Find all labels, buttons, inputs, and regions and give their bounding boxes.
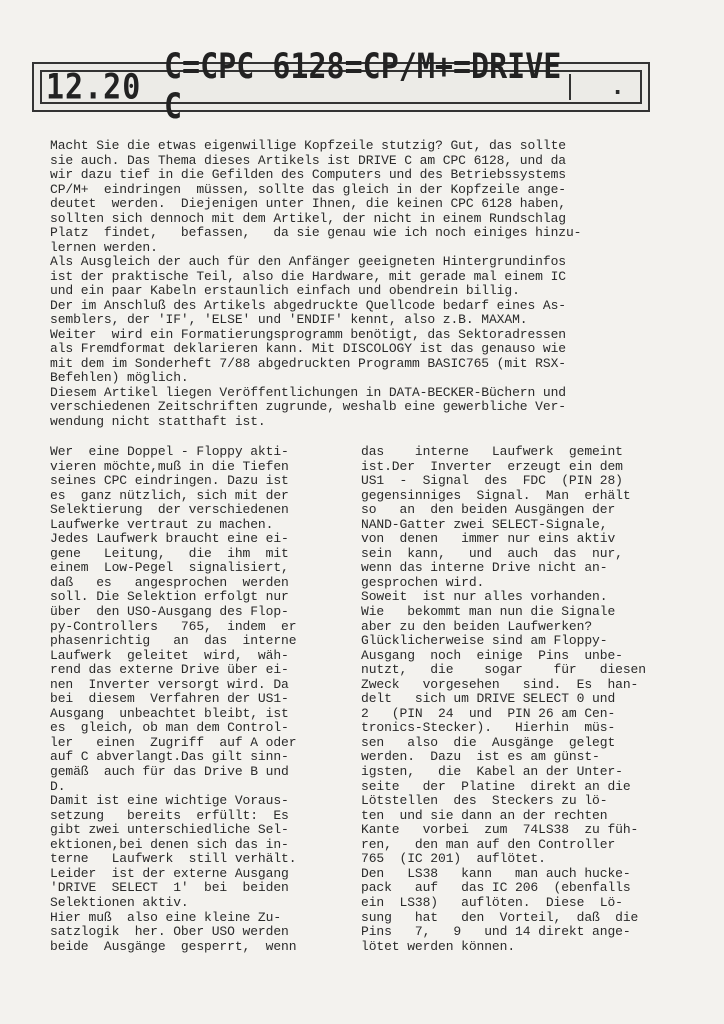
- right-column-line: so an den beiden Ausgängen der: [361, 502, 616, 518]
- intro-text-line: Platz findet, befassen, da sie genau wie ich noch einiges hinzu-: [50, 225, 582, 240]
- intro-text-line: sie auch. Das Thema dieses Artikels ist DRIVE C am CPC 6128, und da: [50, 152, 566, 168]
- right-column-line: wenn das interne Drive nicht an-: [361, 560, 608, 576]
- header-divider: [569, 74, 571, 100]
- right-column-line: sung hat den Vorteil, daß die: [361, 909, 639, 925]
- right-column-line: sen also die Ausgänge gelegt: [361, 734, 616, 750]
- right-column-line: NAND-Gatter zwei SELECT-Signale,: [361, 516, 608, 532]
- left-column-line: D.: [50, 778, 66, 794]
- right-column-line: aber zu den beiden Laufwerken?: [361, 618, 593, 634]
- intro-text-line: sollten sich dennoch mit dem Artikel, der nicht in einem Rundschlag: [50, 210, 566, 226]
- left-column-line: Laufwerke vertraut zu machen.: [50, 516, 274, 532]
- right-column-line: Kante vorbei zum 74LS38 zu füh-: [361, 822, 639, 838]
- left-column-line: beide Ausgänge gesperrt, wenn: [50, 938, 297, 954]
- right-column-text: [361, 445, 661, 954]
- intro-text-line: semblers, der 'IF', 'ELSE' und 'ENDIF' kennt, also z.B. MAXAM.: [50, 312, 528, 327]
- left-column-line: über den USO-Ausgang des Flop-: [50, 604, 289, 620]
- right-column-line: 2 (PIN 24 und PIN 26 am Cen-: [361, 705, 616, 721]
- left-column-line: satzlogik her. Ober USO werden: [50, 924, 289, 940]
- left-column-text: [50, 445, 340, 954]
- intro-text-line: wir dazu tief in die Gefilden des Computers und des Betriebssystems: [50, 167, 566, 182]
- right-column-line: ist.Der Inverter erzeugt ein dem: [361, 458, 623, 474]
- right-column-line: werden. Dazu ist es am günst-: [361, 749, 600, 765]
- intro-text-line: Der im Anschluß des Artikels abgedruckte Quellcode bedarf eines As-: [50, 297, 566, 313]
- right-column-line: delt sich um DRIVE SELECT 0 und: [361, 691, 616, 707]
- intro-text-line: Befehlen) möglich.: [50, 370, 189, 385]
- intro-text-line: als Fremdformat deklarieren kann. Mit DISCOLOGY ist das genauso wie: [50, 341, 566, 356]
- right-column-line: Wie bekommt man nun die Signale: [361, 604, 616, 620]
- intro-text-line: ist der praktische Teil, also die Hardware, mit gerade mal einem IC: [50, 268, 566, 284]
- right-column-line: gegensinniges Signal. Man erhält: [361, 487, 631, 503]
- right-column-line: pack auf das IC 206 (ebenfalls: [361, 880, 631, 896]
- intro-text-line: Weiter wird ein Formatierungsprogramm benötigt, das Sektoradressen: [50, 326, 566, 342]
- intro-text-line: CP/M+ eindringen müssen, sollte das gleich in der Kopfzeile ange-: [50, 181, 566, 197]
- left-column-line: rend das externe Drive über ei-: [50, 662, 289, 678]
- left-column-line: Wer eine Doppel - Floppy akti-: [50, 444, 289, 459]
- right-column-line: Ausgang noch einige Pins unbe-: [361, 647, 623, 663]
- article-number: 12.20: [46, 66, 142, 108]
- intro-text-line: Diesem Artikel liegen Veröffentlichungen in DATA-BECKER-Büchern und: [50, 384, 566, 400]
- right-column-line: von denen immer nur eins aktiv: [361, 531, 616, 547]
- right-column-line: Pins 7, 9 und 14 direkt ange-: [361, 924, 631, 940]
- left-column-line: 'DRIVE SELECT 1' bei beiden: [50, 880, 289, 896]
- right-column-line: Soweit ist nur alles vorhanden.: [361, 589, 608, 605]
- left-column-line: Damit ist eine wichtige Voraus-: [50, 793, 289, 809]
- left-column-line: es gleich, ob man dem Control-: [50, 720, 289, 736]
- left-column-line: terne Laufwerk still verhält.: [50, 851, 297, 867]
- left-column-line: gene Leitung, die ihm mit: [50, 545, 289, 561]
- right-column-line: gesprochen wird.: [361, 574, 485, 590]
- intro-text-line: wendung nicht statthaft ist.: [50, 413, 266, 429]
- left-column-line: auf C abverlangt.Das gilt sinn-: [50, 749, 289, 765]
- right-column-line: das interne Laufwerk gemeint: [361, 444, 623, 459]
- article-header-box: [32, 46, 650, 128]
- right-column-line: 765 (IC 201) auflötet.: [361, 851, 546, 867]
- right-column-line: seite der Platine direkt an die: [361, 778, 631, 794]
- left-column-line: daß es angesprochen werden: [50, 574, 289, 590]
- header-marker: .: [611, 74, 625, 100]
- left-column-line: Laufwerk geleitet wird, wäh-: [50, 647, 289, 663]
- left-column-line: ektionen,bei denen sich das in-: [50, 836, 289, 852]
- intro-text-line: Macht Sie die etwas eigenwillige Kopfzeile stutzig? Gut, das sollte: [50, 138, 566, 153]
- right-column-line: ten und sie dann an der rechten: [361, 807, 608, 823]
- right-column-line: US1 - Signal des FDC (PIN 28): [361, 473, 623, 489]
- intro-text-line: mit dem im Sonderheft 7/88 abgedruckten Programm BASIC765 (mit RSX-: [50, 355, 566, 371]
- left-column-line: seines CPC eindringen. Dazu ist: [50, 473, 289, 489]
- left-column-line: Selektierung der verschiedenen: [50, 502, 289, 518]
- right-column-line: Den LS38 kann man auch hucke-: [361, 865, 631, 881]
- article-title: C=CPC 6128=CP/M+=DRIVE C: [164, 46, 562, 128]
- intro-text-line: verschiedenen Zeitschriften zugrunde, weshalb eine gewerbliche Ver-: [50, 399, 566, 414]
- intro-text-line: deutet werden. Diejenigen unter Ihnen, die keinen CPC 6128 haben,: [50, 196, 566, 211]
- left-column-line: py-Controllers 765, indem er: [50, 618, 297, 634]
- left-column-line: setzung bereits erfüllt: Es: [50, 807, 289, 823]
- left-column-line: gibt zwei unterschiedliche Sel-: [50, 822, 289, 838]
- left-column-line: Selektionen aktiv.: [50, 894, 189, 910]
- left-column-line: Ausgang unbeachtet bleibt, ist: [50, 705, 289, 721]
- right-column-line: tronics-Stecker). Hierhin müs-: [361, 720, 616, 736]
- right-column-line: Lötstellen des Steckers zu lö-: [361, 793, 608, 809]
- left-column-line: Hier muß also eine kleine Zu-: [50, 909, 282, 925]
- left-column-line: soll. Die Selektion erfolgt nur: [50, 589, 289, 605]
- left-column-line: nen Inverter versorgt wird. Da: [50, 676, 289, 692]
- right-column-line: igsten, die Kabel an der Unter-: [361, 764, 623, 780]
- left-column-line: Jedes Laufwerk braucht eine ei-: [50, 531, 289, 547]
- left-column-line: Leider ist der externe Ausgang: [50, 865, 289, 881]
- left-column-line: bei diesem Verfahren der US1-: [50, 691, 289, 707]
- right-column-line: ein LS38) auflöten. Diese Lö-: [361, 894, 623, 910]
- right-column-line: sein kann, und auch das nur,: [361, 545, 623, 561]
- article-header-inner: [40, 46, 642, 128]
- intro-text-line: und ein paar Kabeln erstaunlich einfach und obendrein billig.: [50, 283, 520, 298]
- right-column-line: Zweck vorgesehen sind. Es han-: [361, 676, 639, 692]
- left-column-line: ler einen Zugriff auf A oder: [50, 734, 297, 750]
- intro-text-line: lernen werden.: [50, 239, 158, 255]
- left-column-line: einem Low-Pegel signalisiert,: [50, 560, 289, 576]
- right-column-line: ren, den man auf den Controller: [361, 836, 616, 852]
- intro-paragraph: [50, 139, 650, 429]
- right-column-line: lötet werden können.: [361, 938, 516, 954]
- left-column-line: vieren möchte,muß in die Tiefen: [50, 458, 289, 474]
- right-column-line: Glücklicherweise sind am Floppy-: [361, 633, 608, 649]
- left-column-line: es ganz nützlich, sich mit der: [50, 487, 289, 503]
- left-column-line: gemäß auch für das Drive B und: [50, 764, 289, 780]
- intro-text-line: Als Ausgleich der auch für den Anfänger geeigneten Hintergrundinfos: [50, 254, 566, 269]
- left-column-line: phasenrichtig an das interne: [50, 633, 297, 649]
- right-column-line: nutzt, die sogar für diesen: [361, 662, 646, 678]
